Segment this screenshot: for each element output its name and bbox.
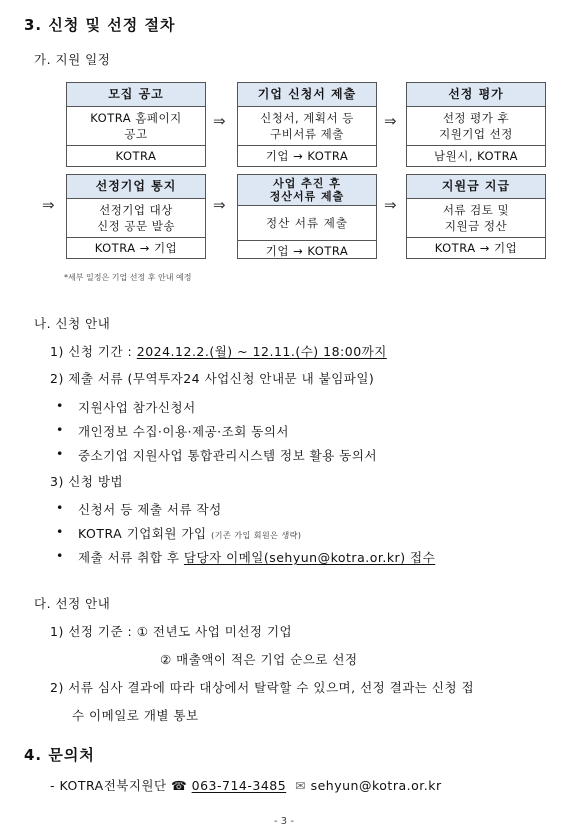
criteria-label: 1) 선정 기준 : [50, 624, 137, 639]
contact-line [50, 776, 442, 794]
section-title: 3. 신청 및 선정 절차 [24, 16, 176, 34]
period-label: 1) 신청 기간 : [50, 344, 137, 359]
step-settlement-submission [237, 174, 377, 259]
contact-org: - KOTRA전북지원단 [50, 778, 167, 793]
phone-icon: ☎ [171, 778, 188, 793]
step-application-submission [237, 82, 377, 167]
method-item [78, 548, 435, 566]
step-grant-payment [406, 174, 546, 259]
step-footer: 기업 → KOTRA [265, 149, 349, 163]
step-body-line: 정산 서류 제출 [266, 216, 348, 230]
step-footer: 남원시, KOTRA [433, 149, 519, 163]
step-header: 모집 공고 [67, 83, 205, 107]
step-header-line: 정산서류 제출 [269, 190, 345, 203]
flow-arrow: ⇒ [213, 112, 226, 130]
contact-phone[interactable]: 063-714-3485 [191, 778, 287, 793]
step-header [238, 175, 376, 206]
method-item: • 신청서 등 제출 서류 작성 [78, 500, 222, 518]
step-header-line: 사업 추진 후 [273, 177, 341, 190]
doc-item: • 개인정보 수집·이용·제공·조회 동의서 [78, 422, 289, 440]
schedule-note: *세부 일정은 기업 선정 후 안내 예정 [64, 273, 192, 282]
step-body [238, 206, 376, 241]
doc-item: • 지원사업 참가신청서 [78, 398, 196, 416]
step-body-line: 신정 공문 발송 [97, 219, 175, 233]
step-selection-evaluation [406, 82, 546, 167]
mail-icon: ✉ [295, 778, 307, 793]
method-note: (기존 가입 회원은 생략) [211, 531, 302, 540]
review-line: 2) 서류 심사 결과에 따라 대상에서 탈락할 수 있으며, 선정 결과는 신청 접 [50, 680, 475, 695]
method-text: 제출 서류 취합 후 [78, 550, 184, 565]
contact-email-link[interactable]: 담당자 이메일(sehyun@kotra.or.kr) 접수 [183, 550, 436, 565]
doc-item: • 중소기업 지원사업 통합관리시스템 정보 활용 동의서 [78, 446, 377, 464]
criteria-item: ① 전년도 사업 미선정 기업 [136, 624, 293, 639]
step-footer: KOTRA → 기업 [434, 241, 518, 255]
step-header: 지원금 지급 [407, 175, 545, 199]
step-body-line: 서류 검토 및 [442, 203, 510, 217]
step-body-line: 신청서, 계획서 등 [260, 111, 354, 125]
method-item [78, 524, 302, 542]
step-header: 선정기업 통지 [67, 175, 205, 199]
contact-email[interactable]: sehyun@kotra.or.kr [310, 778, 442, 793]
review-line: 수 이메일로 개별 통보 [72, 708, 199, 723]
selection-title: 다. 선정 안내 [34, 596, 111, 611]
criteria-item: ② 매출액이 적은 기업 순으로 선정 [160, 652, 358, 667]
step-body [67, 199, 205, 238]
step-footer: 기업 → KOTRA [265, 244, 349, 258]
docs-label: 2) 제출 서류 (무역투자24 사업신청 안내문 내 붙임파일) [50, 371, 375, 386]
step-body-line: 지원금 정산 [444, 219, 508, 233]
flow-arrow: ⇒ [213, 196, 226, 214]
contact-section-title: 4. 문의처 [24, 746, 95, 764]
step-body-line: 선정 평가 후 [442, 111, 510, 125]
step-header: 기업 신청서 제출 [238, 83, 376, 107]
step-body [407, 199, 545, 238]
page-number: - 3 - [274, 816, 294, 827]
application-period [50, 342, 387, 360]
step-selected-notification [66, 174, 206, 259]
step-body-line: 공고 [124, 127, 148, 141]
flow-arrow: ⇒ [42, 196, 55, 214]
flow-arrow: ⇒ [384, 112, 397, 130]
schedule-title: 가. 지원 일정 [34, 52, 111, 67]
flow-arrow: ⇒ [384, 196, 397, 214]
step-body [238, 107, 376, 146]
step-footer: KOTRA [115, 149, 157, 163]
step-recruitment-notice [66, 82, 206, 167]
step-footer: KOTRA → 기업 [94, 241, 178, 255]
step-body [407, 107, 545, 146]
step-body-line: 구비서류 제출 [270, 127, 344, 141]
step-body-line: 지원기업 선정 [439, 127, 513, 141]
step-body-line: KOTRA 홈페이지 [90, 111, 182, 125]
method-label: 3) 신청 방법 [50, 474, 124, 489]
step-body [67, 107, 205, 146]
period-value: 2024.12.2.(월) ~ 12.11.(수) 18:00까지 [136, 344, 387, 359]
step-body-line: 선정기업 대상 [99, 203, 173, 217]
step-header: 선정 평가 [407, 83, 545, 107]
criteria-line [50, 622, 292, 640]
method-text: KOTRA 기업회원 가입 [78, 526, 207, 541]
application-title: 나. 신청 안내 [34, 316, 111, 331]
